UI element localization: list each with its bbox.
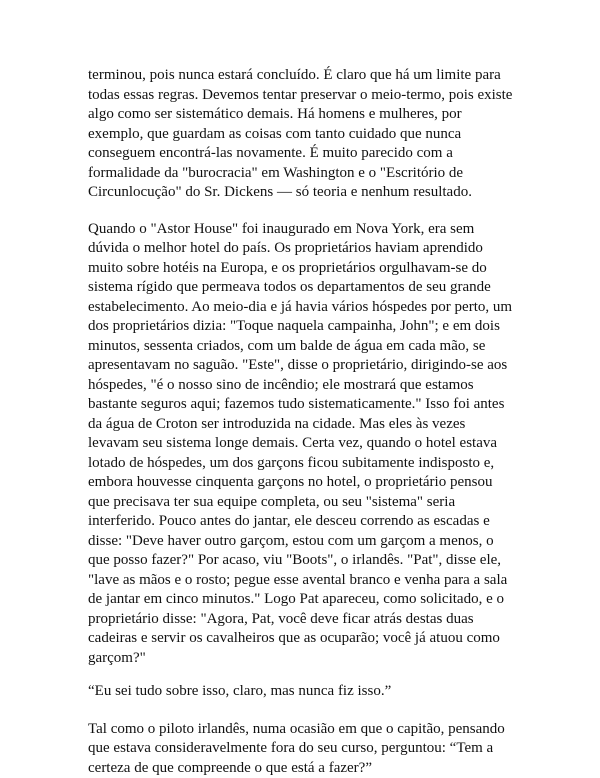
document-page	[88, 66, 528, 778]
paragraph-spacer	[88, 668, 528, 682]
text-line: que posso fazer?" Por acaso, viu "Boots", o irlandês. "Pat", disse ele,	[88, 551, 528, 571]
text-line: terminou, pois nunca estará concluído. É claro que há um limite para	[88, 66, 528, 86]
text-line: exemplo, que guardam as coisas com tanto cuidado que nunca	[88, 125, 528, 145]
text-line: Tal como o piloto irlandês, numa ocasião em que o capitão, pensando	[88, 720, 528, 740]
text-line: disse: "Deve haver outro garçom, estou com um garçom a menos, o	[88, 532, 528, 552]
text-line: algo como ser sistemático demais. Há homens e mulheres, por	[88, 105, 528, 125]
text-line: sistema rígido que permeava todos os departamentos de seu grande	[88, 278, 528, 298]
paragraph-irish-pilot	[88, 720, 528, 778]
text-line: hóspedes, "é o nosso sino de incêndio; ele mostrará que estamos	[88, 376, 528, 396]
text-line: muito sobre hotéis na Europa, e os proprietários orgulhavam-se do	[88, 259, 528, 279]
text-line: bastante seguros aqui; fazemos tudo sistematicamente." Isso foi antes	[88, 395, 528, 415]
text-line: levavam seu sistema longe demais. Certa vez, quando o hotel estava	[88, 434, 528, 454]
text-line: dúvida o melhor hotel do país. Os proprietários haviam aprendido	[88, 239, 528, 259]
paragraph-pat-reply	[88, 682, 528, 702]
text-line: formalidade da "burocracia" em Washington e o "Escritório de	[88, 164, 528, 184]
text-line: estabelecimento. Ao meio-dia e já havia vários hóspedes por perto, um	[88, 298, 528, 318]
paragraph-astor-house	[88, 220, 528, 669]
text-line: “Eu sei tudo sobre isso, claro, mas nunca fiz isso.”	[88, 682, 528, 702]
text-line: que precisava ter sua equipe completa, ou seu "sistema" seria	[88, 493, 528, 513]
text-line: da água de Croton ser introduzida na cidade. Mas eles às vezes	[88, 415, 528, 435]
text-line: lotado de hóspedes, um dos garçons ficou subitamente indisposto e,	[88, 454, 528, 474]
text-line: proprietário disse: "Agora, Pat, você deve ficar atrás destas duas	[88, 610, 528, 630]
text-line: certeza de que compreende o que está a fazer?”	[88, 759, 528, 778]
text-line: Circunlocução" do Sr. Dickens — só teoria e nenhum resultado.	[88, 183, 528, 203]
paragraph-bureaucracy	[88, 66, 528, 203]
text-line: que estava consideravelmente fora do seu curso, perguntou: “Tem a	[88, 739, 528, 759]
text-line: dos proprietários dizia: "Toque naquela campainha, John"; e em dois	[88, 317, 528, 337]
text-line: minutos, sessenta criados, com um balde de água em cada mão, se	[88, 337, 528, 357]
text-line: interferido. Pouco antes do jantar, ele desceu correndo as escadas e	[88, 512, 528, 532]
text-line: conseguem encontrá-las novamente. É muito parecido com a	[88, 144, 528, 164]
text-line: apresentavam no saguão. "Este", disse o proprietário, dirigindo-se aos	[88, 356, 528, 376]
paragraph-spacer	[88, 702, 528, 720]
text-line: "lave as mãos e o rosto; pegue esse avental branco e venha para a sala	[88, 571, 528, 591]
text-line: garçom?"	[88, 649, 528, 669]
text-line: cadeiras e servir os cavalheiros que as ocuparão; você já atuou como	[88, 629, 528, 649]
text-line: embora houvesse cinquenta garçons no hotel, o proprietário pensou	[88, 473, 528, 493]
paragraph-spacer	[88, 203, 528, 220]
text-line: Quando o "Astor House" foi inaugurado em Nova York, era sem	[88, 220, 528, 240]
text-line: todas essas regras. Devemos tentar preservar o meio-termo, pois existe	[88, 86, 528, 106]
text-line: de jantar em cinco minutos." Logo Pat apareceu, como solicitado, e o	[88, 590, 528, 610]
